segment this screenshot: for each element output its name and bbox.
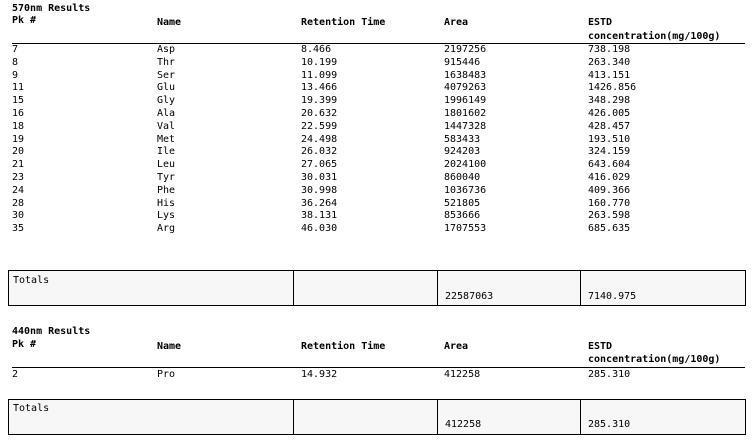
cell-retention-time: 22.599 <box>301 120 338 132</box>
cell-name: Leu <box>157 159 176 171</box>
cell-area: 853666 <box>444 210 481 222</box>
cell-area: 2024100 <box>444 159 487 171</box>
cell-concentration: 416.029 <box>588 172 631 183</box>
cell-area: 1707553 <box>444 223 487 235</box>
cell-pk: 7 <box>12 44 19 55</box>
header-area: Area <box>444 17 469 28</box>
cell-name: Arg <box>157 223 176 235</box>
cell-pk: 24 <box>12 184 25 196</box>
totals-label: Totals <box>13 275 50 286</box>
cell-retention-time: 30.998 <box>301 184 338 196</box>
cell-pk: 9 <box>12 69 19 81</box>
header-divider <box>12 43 745 44</box>
cell-concentration: 428.457 <box>588 120 631 132</box>
cell-retention-time: 30.031 <box>301 172 338 183</box>
cell-name: Tyr <box>157 172 176 183</box>
cell-pk: 18 <box>12 120 25 132</box>
header-pk: Pk # <box>12 339 37 350</box>
cell-name: Gly <box>157 95 176 107</box>
header-name: Name <box>157 341 182 352</box>
cell-pk: 30 <box>12 210 25 222</box>
cell-concentration: 426.005 <box>588 108 631 119</box>
cell-pk: 2 <box>12 369 19 380</box>
cell-area: 1036736 <box>444 184 487 196</box>
cell-retention-time: 46.030 <box>301 223 338 235</box>
cell-concentration: 285.310 <box>588 369 631 380</box>
cell-name: Glu <box>157 82 176 94</box>
cell-area: 1801602 <box>444 108 487 119</box>
totals-box-570nm <box>8 270 746 306</box>
cell-area: 924203 <box>444 146 481 158</box>
cell-area: 583433 <box>444 133 481 145</box>
header-retention-time: Retention Time <box>301 17 386 28</box>
header-divider <box>12 367 745 368</box>
cell-pk: 8 <box>12 56 19 68</box>
header-estd: ESTD <box>588 341 613 352</box>
cell-retention-time: 13.466 <box>301 82 338 94</box>
totals-label: Totals <box>13 403 50 414</box>
cell-retention-time: 8.466 <box>301 44 332 55</box>
cell-name: Ala <box>157 108 176 119</box>
cell-concentration: 263.598 <box>588 210 631 222</box>
header-name: Name <box>157 17 182 28</box>
cell-concentration: 263.340 <box>588 56 631 68</box>
totals-area: 412258 <box>445 419 482 430</box>
cell-name: Phe <box>157 184 176 196</box>
header-retention-time: Retention Time <box>301 341 386 352</box>
cell-retention-time: 10.199 <box>301 56 338 68</box>
cell-area: 1447328 <box>444 120 487 132</box>
cell-concentration: 324.159 <box>588 146 631 158</box>
header-area: Area <box>444 341 469 352</box>
cell-retention-time: 36.264 <box>301 197 338 209</box>
header-concentration: concentration(mg/100g) <box>588 354 721 365</box>
totals-concentration: 7140.975 <box>588 291 637 302</box>
cell-retention-time: 24.498 <box>301 133 338 145</box>
cell-concentration: 643.604 <box>588 159 631 171</box>
cell-concentration: 348.298 <box>588 95 631 107</box>
totals-box-440nm <box>8 399 746 435</box>
cell-concentration: 1426.856 <box>588 82 637 94</box>
cell-concentration: 413.151 <box>588 69 631 81</box>
cell-concentration: 685.635 <box>588 223 631 235</box>
cell-concentration: 160.770 <box>588 197 631 209</box>
cell-pk: 23 <box>12 172 25 183</box>
section-title-570nm: 570nm Results <box>12 3 91 14</box>
cell-retention-time: 26.032 <box>301 146 338 158</box>
cell-name: Met <box>157 133 176 145</box>
cell-name: Lys <box>157 210 176 222</box>
cell-area: 4079263 <box>444 82 487 94</box>
cell-retention-time: 27.065 <box>301 159 338 171</box>
cell-concentration: 738.198 <box>588 44 631 55</box>
cell-pk: 20 <box>12 146 25 158</box>
cell-retention-time: 38.131 <box>301 210 338 222</box>
cell-pk: 16 <box>12 108 25 119</box>
cell-name: Ile <box>157 146 176 158</box>
cell-area: 521805 <box>444 197 481 209</box>
cell-pk: 19 <box>12 133 25 145</box>
cell-concentration: 409.366 <box>588 184 631 196</box>
cell-area: 915446 <box>444 56 481 68</box>
totals-concentration: 285.310 <box>588 419 631 430</box>
cell-area: 2197256 <box>444 44 487 55</box>
cell-name: His <box>157 197 176 209</box>
totals-area: 22587063 <box>445 291 494 302</box>
cell-area: 860040 <box>444 172 481 183</box>
header-pk: Pk # <box>12 15 37 26</box>
header-estd: ESTD <box>588 17 613 28</box>
cell-pk: 15 <box>12 95 25 107</box>
cell-area: 1996149 <box>444 95 487 107</box>
cell-pk: 21 <box>12 159 25 171</box>
cell-pk: 11 <box>12 82 25 94</box>
cell-area: 1638483 <box>444 69 487 81</box>
cell-pk: 35 <box>12 223 25 235</box>
header-concentration: concentration(mg/100g) <box>588 31 721 42</box>
cell-concentration: 193.510 <box>588 133 631 145</box>
cell-retention-time: 11.099 <box>301 69 338 81</box>
cell-area: 412258 <box>444 369 481 380</box>
cell-name: Asp <box>157 44 176 55</box>
cell-retention-time: 20.632 <box>301 108 338 119</box>
cell-name: Pro <box>157 369 176 380</box>
cell-retention-time: 19.399 <box>301 95 338 107</box>
section-title-440nm: 440nm Results <box>12 326 91 337</box>
cell-name: Val <box>157 120 176 132</box>
cell-name: Ser <box>157 69 176 81</box>
cell-pk: 28 <box>12 197 25 209</box>
cell-retention-time: 14.932 <box>301 369 338 380</box>
cell-name: Thr <box>157 56 176 68</box>
